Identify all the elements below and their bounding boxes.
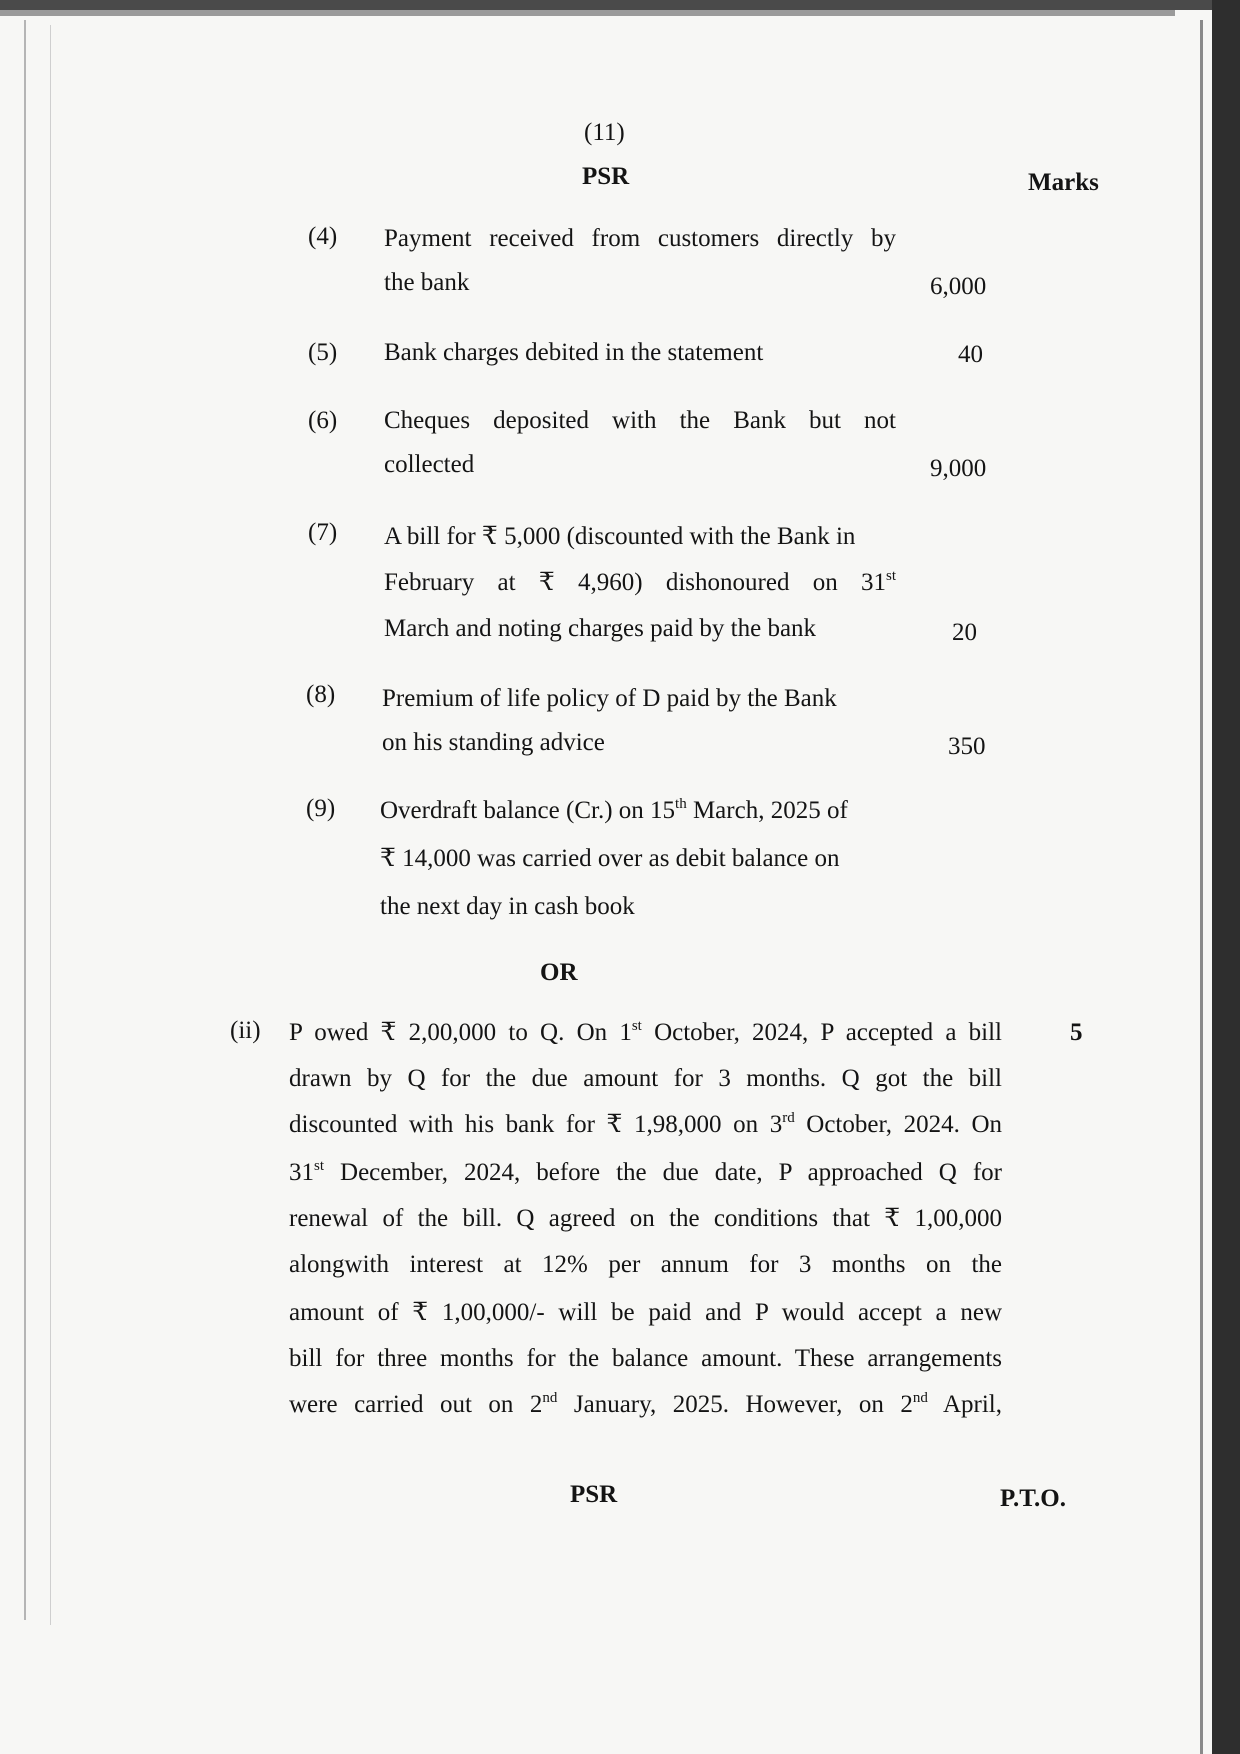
item-text-line: ₹ 14,000 was carried over as debit balance on: [380, 845, 840, 872]
item-number: (6): [308, 407, 338, 434]
item-text-line: Cheques deposited with the Bank but not: [384, 407, 896, 434]
item-text-line: the bank: [384, 269, 470, 296]
paper-code-footer: PSR: [570, 1481, 618, 1508]
item-text-line: February at ₹ 4,960) dishonoured on 31st: [384, 568, 896, 596]
question-number: (ii): [230, 1017, 261, 1044]
question-text-line: P owed ₹ 2,00,000 to Q. On 1st October, 2024, P accepted a bill: [289, 1018, 1002, 1046]
paper-code-header: PSR: [582, 163, 630, 190]
scan-right-border-shadow: [1200, 20, 1203, 1754]
item-text-line: Payment received from customers directly by: [384, 225, 896, 252]
item-number: (8): [306, 681, 336, 708]
item-text-line: on his standing advice: [382, 729, 605, 756]
page-left-margin-line-inner: [50, 25, 51, 1625]
question-text-line: alongwith interest at 12% per annum for 3 months on the: [289, 1251, 1002, 1278]
item-amount: 40: [958, 341, 983, 368]
item-text-line: A bill for ₹ 5,000 (discounted with the Bank in: [384, 523, 856, 550]
scan-top-border-shadow: [0, 10, 1175, 16]
item-amount: 20: [952, 619, 977, 646]
item-text-line: the next day in cash book: [380, 893, 635, 920]
item-amount: 9,000: [930, 455, 987, 482]
item-number: (7): [308, 519, 338, 546]
item-text-line: collected: [384, 451, 475, 478]
item-amount: 6,000: [930, 273, 987, 300]
page-number: (11): [584, 119, 625, 146]
item-number: (9): [306, 795, 336, 822]
page-left-margin-line: [24, 20, 26, 1620]
item-amount: 350: [948, 733, 986, 760]
item-number: (5): [308, 339, 338, 366]
or-separator: OR: [540, 959, 578, 986]
marks-heading: Marks: [1028, 169, 1099, 196]
question-text-line: drawn by Q for the due amount for 3 months. Q got the bill: [289, 1065, 1002, 1092]
scan-top-border: [0, 0, 1240, 10]
item-number: (4): [308, 223, 338, 250]
question-text-line: amount of ₹ 1,00,000/- will be paid and P would accept a new: [289, 1299, 1002, 1326]
question-text-line: were carried out on 2nd January, 2025. However, on 2nd April,: [289, 1390, 1002, 1418]
please-turn-over: P.T.O.: [1000, 1485, 1066, 1512]
question-text-line: 31st December, 2024, before the due date, P approached Q for: [289, 1158, 1002, 1186]
item-text-line: March and noting charges paid by the bank: [384, 615, 817, 642]
question-text-line: bill for three months for the balance amount. These arrangements: [289, 1345, 1002, 1372]
item-text-line: Bank charges debited in the statement: [384, 339, 764, 366]
scan-right-border: [1212, 0, 1240, 1754]
item-text-line: Overdraft balance (Cr.) on 15th March, 2025 of: [380, 796, 848, 824]
question-text-line: renewal of the bill. Q agreed on the conditions that ₹ 1,00,000: [289, 1205, 1002, 1232]
item-text-line: Premium of life policy of D paid by the Bank: [382, 685, 837, 712]
question-marks: 5: [1070, 1019, 1083, 1046]
question-text-line: discounted with his bank for ₹ 1,98,000 on 3rd October, 2024. On: [289, 1110, 1002, 1138]
